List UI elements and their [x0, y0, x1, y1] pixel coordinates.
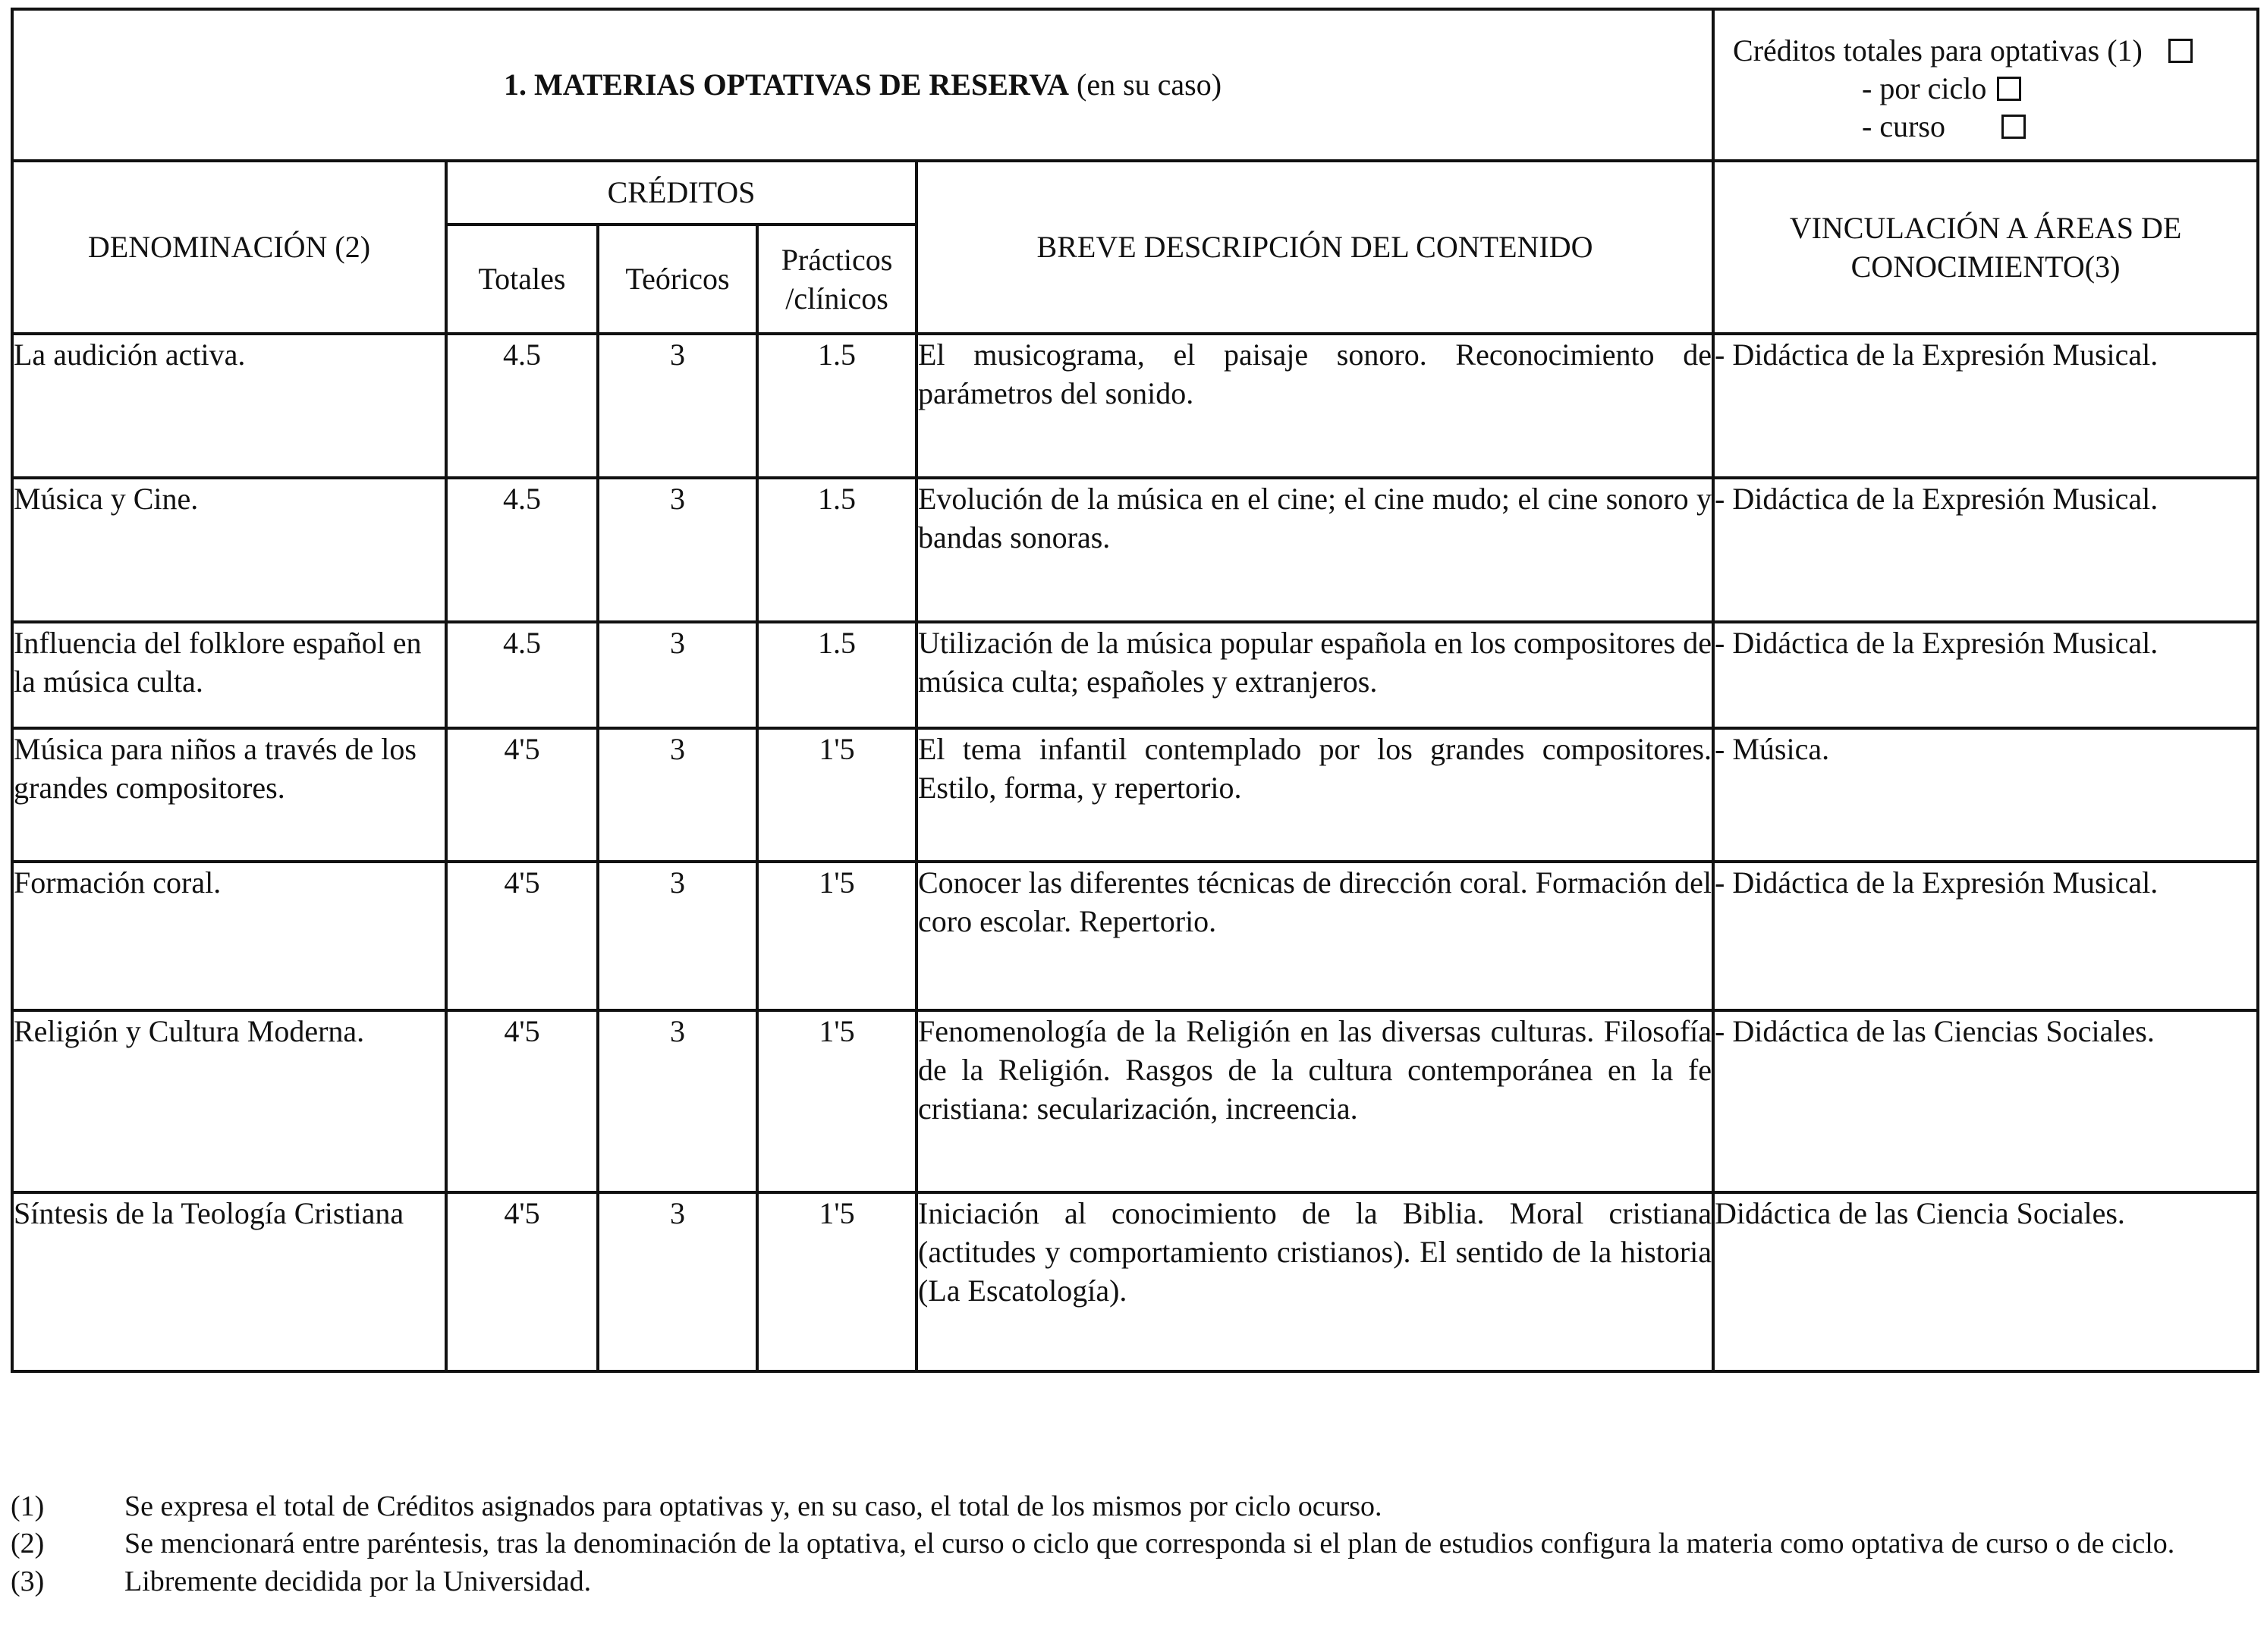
credits-totales: 4'5: [446, 1010, 598, 1192]
subject-description: Fenomenología de la Religión en las diversas culturas. Filosofía de la Religión. Rasgos de la cultura contemporánea en la fe cristiana: secularización, increencia.: [917, 1010, 1713, 1192]
knowledge-area: - Didáctica de la Expresión Musical.: [1713, 334, 2258, 478]
knowledge-area: - Didáctica de la Expresión Musical.: [1713, 622, 2258, 728]
footnote-mark: (3): [11, 1565, 45, 1597]
credits-practicos: 1'5: [757, 728, 917, 862]
subject-description: El tema infantil contemplado por los grandes compositores. Estilo, forma, y repertorio.: [917, 728, 1713, 862]
knowledge-area: - Didáctica de las Ciencias Sociales.: [1713, 1010, 2258, 1192]
knowledge-area: - Didáctica de la Expresión Musical.: [1713, 478, 2258, 622]
credits-teoricos: 3: [598, 862, 757, 1010]
subject-name: Síntesis de la Teología Cristiana: [12, 1192, 446, 1371]
credits-total-label: Créditos totales para optativas (1): [1733, 33, 2143, 68]
credits-teoricos: 3: [598, 1010, 757, 1192]
credits-totales: 4.5: [446, 334, 598, 478]
table-row: [12, 1192, 2258, 1371]
table-row: [12, 862, 2258, 1010]
subject-name: La audición activa.: [12, 334, 446, 478]
document-sheet: [11, 8, 2256, 1373]
footnote-mark: (2): [11, 1528, 45, 1560]
table-row: [12, 1010, 2258, 1192]
credits-curso-checkbox[interactable]: [2001, 115, 2026, 139]
credits-box: [1713, 9, 2258, 161]
credits-practicos: 1.5: [757, 334, 917, 478]
footnote-text: Se mencionará entre paréntesis, tras la denominación de la optativa, el curso o ciclo que corresponda si el plan de estudios configura la materia como optativa de curso o de ciclo.: [124, 1528, 2175, 1560]
section-title: [12, 9, 1713, 161]
credits-practicos: 1.5: [757, 478, 917, 622]
credits-total-checkbox[interactable]: [2168, 39, 2193, 63]
credits-curso-label: - curso: [1862, 109, 1945, 143]
knowledge-area: Didáctica de las Ciencia Sociales.: [1713, 1192, 2258, 1371]
credits-teoricos: 3: [598, 622, 757, 728]
knowledge-area: - Música.: [1713, 728, 2258, 862]
footnote-3: [11, 1563, 2256, 1600]
footnote-2: [11, 1525, 2256, 1562]
footnote-1: [11, 1488, 2256, 1525]
subject-name: Influencia del folklore español en la música culta.: [12, 622, 446, 728]
header-practicos: Prácticos /clínicos: [757, 225, 917, 334]
header-totales: Totales: [446, 225, 598, 334]
credits-totales: 4'5: [446, 728, 598, 862]
title-row: [12, 9, 2258, 161]
column-header-row-1: [12, 161, 2258, 225]
credits-practicos: 1.5: [757, 622, 917, 728]
section-title-suffix: (en su caso): [1069, 68, 1222, 102]
credits-teoricos: 3: [598, 478, 757, 622]
table-row: [12, 728, 2258, 862]
credits-teoricos: 3: [598, 728, 757, 862]
subject-description: Iniciación al conocimiento de la Biblia. Moral cristiana (actitudes y comportamiento cristianos). El sentido de la historia (La Escatología).: [917, 1192, 1713, 1371]
credits-practicos: 1'5: [757, 1010, 917, 1192]
credits-practicos: 1'5: [757, 862, 917, 1010]
subject-description: Utilización de la música popular española en los compositores de música culta; españoles y extranjeros.: [917, 622, 1713, 728]
credits-totales: 4'5: [446, 1192, 598, 1371]
subject-name: Música para niños a través de los grandes compositores.: [12, 728, 446, 862]
credits-totales: 4.5: [446, 478, 598, 622]
subject-description: Evolución de la música en el cine; el cine mudo; el cine sonoro y bandas sonoras.: [917, 478, 1713, 622]
subject-name: Música y Cine.: [12, 478, 446, 622]
footnote-text: Se expresa el total de Créditos asignados para optativas y, en su caso, el total de los mismos por ciclo ocurso.: [124, 1490, 1382, 1522]
subject-name: Formación coral.: [12, 862, 446, 1010]
header-denominacion: DENOMINACIÓN (2): [12, 161, 446, 334]
header-descripcion: BREVE DESCRIPCIÓN DEL CONTENIDO: [917, 161, 1713, 334]
footnote-mark: (1): [11, 1490, 45, 1522]
header-teoricos: Teóricos: [598, 225, 757, 334]
table-row: [12, 478, 2258, 622]
subject-description: Conocer las diferentes técnicas de dirección coral. Formación del coro escolar. Repertorio.: [917, 862, 1713, 1010]
credits-practicos: 1'5: [757, 1192, 917, 1371]
section-title-bold: 1. MATERIAS OPTATIVAS DE RESERVA: [503, 68, 1070, 102]
header-vinculacion: VINCULACIÓN A ÁREAS DE CONOCIMIENTO(3): [1713, 161, 2258, 334]
credits-box-line-ciclo: [1733, 70, 2241, 108]
credits-box-line-curso: [1733, 108, 2241, 146]
credits-box-line-total: [1733, 32, 2241, 70]
optional-subjects-table: [11, 8, 2259, 1373]
credits-ciclo-label: - por ciclo: [1862, 71, 1987, 105]
subject-name: Religión y Cultura Moderna.: [12, 1010, 446, 1192]
credits-teoricos: 3: [598, 1192, 757, 1371]
knowledge-area: - Didáctica de la Expresión Musical.: [1713, 862, 2258, 1010]
footnotes: [11, 1488, 2256, 1600]
credits-teoricos: 3: [598, 334, 757, 478]
credits-totales: 4.5: [446, 622, 598, 728]
credits-totales: 4'5: [446, 862, 598, 1010]
credits-ciclo-checkbox[interactable]: [1997, 77, 2021, 101]
subject-description: El musicograma, el paisaje sonoro. Reconocimiento de parámetros del sonido.: [917, 334, 1713, 478]
table-row: [12, 622, 2258, 728]
header-creditos: CRÉDITOS: [446, 161, 917, 225]
table-row: [12, 334, 2258, 478]
footnote-text: Libremente decidida por la Universidad.: [124, 1565, 592, 1597]
